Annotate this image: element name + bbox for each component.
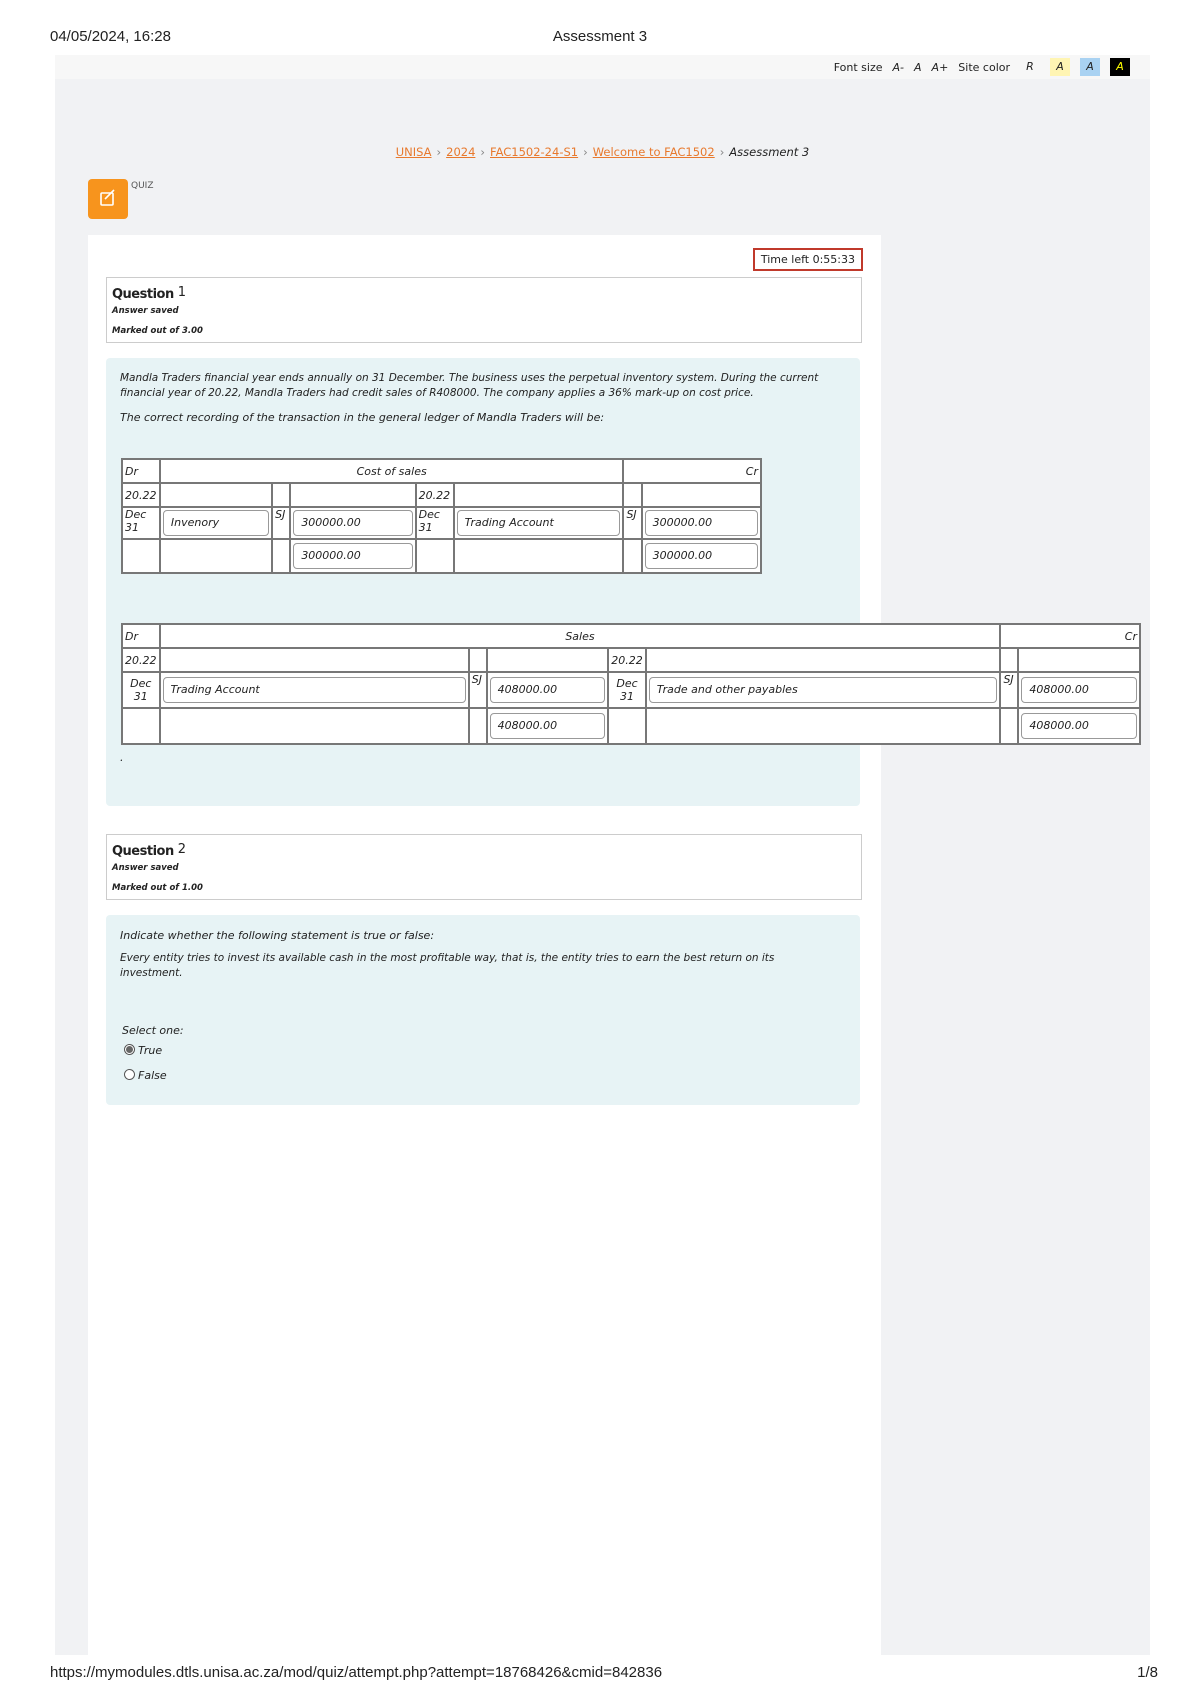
print-header	[0, 28, 1200, 48]
chevron-right-icon: ›	[583, 145, 588, 159]
select-one-label: Select one:	[122, 1024, 184, 1037]
ledger1-date-left: Dec 31	[122, 507, 160, 539]
ledger1-total-right-input[interactable]: 300000.00	[645, 543, 758, 569]
question-2-state: Answer saved	[112, 863, 179, 873]
ledger2-account-right-input[interactable]: Trade and other payables	[649, 677, 998, 703]
ledger2-total-left-input[interactable]: 408000.00	[490, 713, 606, 739]
chevron-right-icon: ›	[480, 145, 486, 159]
ledger-cost-of-sales	[121, 458, 762, 574]
print-title: Assessment 3	[552, 28, 648, 45]
site-color-label: Site color	[958, 60, 1010, 74]
font-size-label: Font size	[833, 60, 883, 74]
option-true[interactable]	[124, 1044, 162, 1057]
ledger1-amount-left-input[interactable]: 300000.00	[293, 510, 412, 536]
radio-true[interactable]	[124, 1044, 135, 1055]
accessibility-bar	[55, 55, 1150, 79]
ledger2-folio-left: SJ	[469, 672, 487, 708]
chevron-right-icon: ›	[719, 145, 725, 159]
ledger1-year-right: 20.22	[416, 483, 454, 507]
quiz-icon	[88, 179, 128, 219]
breadcrumb	[55, 145, 1150, 159]
ledger1-title: Cost of sales	[160, 459, 624, 483]
question-1-dot: .	[120, 751, 124, 764]
option-true-label: True	[138, 1044, 163, 1057]
ledger-sales	[121, 623, 1141, 745]
ledger1-folio-right: SJ	[623, 507, 641, 539]
color-yellow-button[interactable]: A	[1050, 58, 1070, 76]
ledger1-folio-left: SJ	[272, 507, 290, 539]
page-background	[55, 55, 1150, 1655]
ledger2-dr: Dr	[122, 624, 160, 648]
radio-false[interactable]	[124, 1069, 135, 1080]
ledger2-account-left-input[interactable]: Trading Account	[163, 677, 466, 703]
quiz-card	[88, 235, 1137, 1655]
question-2-number: Question 2	[112, 842, 186, 859]
ledger2-year-right: 20.22	[608, 648, 646, 672]
option-false[interactable]	[124, 1069, 167, 1082]
question-1-prompt: The correct recording of the transaction in the general ledger of Mandla Traders will be:	[120, 411, 605, 424]
question-2-content	[106, 915, 860, 1105]
print-date: 04/05/2024, 16:28	[50, 28, 171, 45]
breadcrumb-year[interactable]: 2024	[446, 145, 476, 159]
ledger1-total-left-input[interactable]: 300000.00	[293, 543, 412, 569]
right-margin	[881, 55, 1150, 1655]
ledger1-date-right: Dec 31	[416, 507, 454, 539]
chevron-right-icon: ›	[436, 145, 442, 159]
question-1-number: Question 1	[112, 285, 186, 302]
ledger1-dr: Dr	[122, 459, 160, 483]
ledger2-date-right: Dec 31	[608, 672, 646, 708]
ledger2-total-right-input[interactable]: 408000.00	[1021, 713, 1137, 739]
print-page-number: 1/8	[1137, 1664, 1158, 1681]
question-2-info	[106, 834, 862, 900]
ledger2-cr: Cr	[1000, 624, 1140, 648]
question-2-statement: Every entity tries to invest its available cash in the most profitable way, that is, the entity tries to earn the best return on its investment.	[120, 952, 775, 979]
color-blue-button[interactable]: A	[1080, 58, 1100, 76]
print-url: https://mymodules.dtls.unisa.ac.za/mod/quiz/attempt.php?attempt=18768426&cmid=842836	[50, 1664, 663, 1681]
ledger2-year-left: 20.22	[122, 648, 160, 672]
font-reset-button[interactable]: A	[914, 60, 922, 74]
question-1-info	[106, 277, 862, 343]
breadcrumb-course[interactable]: FAC1502-24-S1	[490, 145, 579, 159]
color-reset-button[interactable]: R	[1026, 60, 1034, 73]
ledger1-account-right-input[interactable]: Trading Account	[457, 510, 621, 536]
ledger1-account-left-input[interactable]: Invenory	[163, 510, 269, 536]
breadcrumb-unisa[interactable]: UNISA	[395, 145, 432, 159]
question-1-state: Answer saved	[112, 306, 179, 316]
question-1-content	[106, 358, 1137, 806]
quiz-label: QUIZ	[131, 181, 154, 191]
question-2-grade: Marked out of 1.00	[112, 883, 203, 893]
ledger2-amount-right-input[interactable]: 408000.00	[1021, 677, 1137, 703]
ledger1-year-left: 20.22	[122, 483, 160, 507]
option-false-label: False	[138, 1069, 167, 1082]
ledger2-amount-left-input[interactable]: 408000.00	[490, 677, 606, 703]
ledger2-folio-right: SJ	[1000, 672, 1018, 708]
ledger1-amount-right-input[interactable]: 300000.00	[645, 510, 758, 536]
color-black-button[interactable]: A	[1110, 58, 1130, 76]
question-1-text: Mandla Traders financial year ends annually on 31 December. The business uses the perpetual inventory system. During the current financial year of 20.22, Mandla Traders had credit sales of R408000. The company applies a 36% mark-up on cost price.	[120, 372, 819, 399]
ledger1-cr: Cr	[623, 459, 761, 483]
question-2-instruction: Indicate whether the following statement is true or false:	[120, 929, 435, 942]
timer: Time left 0:55:33	[753, 248, 863, 271]
ledger2-title: Sales	[160, 624, 1001, 648]
question-1-grade: Marked out of 3.00	[112, 326, 203, 336]
font-increase-button[interactable]: A+	[931, 60, 949, 74]
ledger2-date-left: Dec 31	[122, 672, 160, 708]
font-decrease-button[interactable]: A-	[892, 60, 905, 74]
breadcrumb-welcome[interactable]: Welcome to FAC1502	[592, 145, 715, 159]
breadcrumb-current: Assessment 3	[729, 145, 810, 159]
